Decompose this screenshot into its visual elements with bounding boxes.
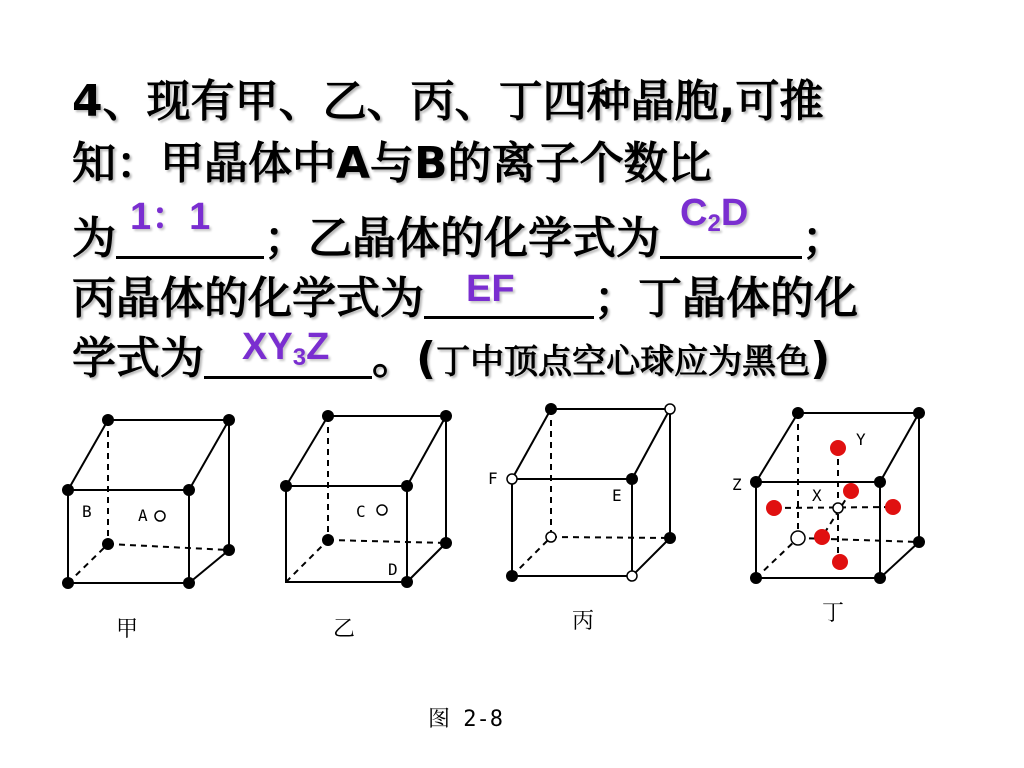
atoms-yi: [280, 410, 452, 588]
answer-ratio: 1：1: [130, 196, 211, 238]
question-text: ；: [802, 213, 846, 264]
label-y: Y: [856, 430, 866, 449]
question-text: 学式为: [72, 333, 204, 384]
answer-bing: EF: [466, 268, 515, 310]
label-f: F: [488, 469, 498, 488]
atoms-bing: [506, 403, 676, 582]
question-text: 为: [72, 213, 116, 264]
question-note: 丁中顶点空心球应为黑色: [436, 342, 811, 382]
label-x: X: [812, 486, 822, 505]
answer-ding-subscript: 3: [292, 344, 307, 371]
question-text: ): [810, 333, 831, 384]
label-e: E: [612, 486, 622, 505]
cell-yi: [286, 416, 446, 582]
label-b: B: [82, 502, 92, 521]
label-z: Z: [732, 475, 742, 494]
question-text: ；乙晶体的化学式为: [264, 213, 660, 264]
cell-bing: [512, 409, 670, 576]
answer-yi-tail: D: [720, 192, 749, 234]
question-text: 。(: [372, 333, 437, 384]
label-a-marker: [155, 511, 165, 521]
answer-yi-subscript: 2: [707, 210, 721, 237]
label-a: A: [138, 506, 148, 525]
question-line-2: 知：甲晶体中A与B的离子个数比: [72, 138, 712, 189]
label-d: D: [388, 560, 398, 579]
answer-yi-main: C: [680, 192, 708, 234]
caption-jia: 甲: [116, 617, 139, 642]
answer-ding-tail: Z: [306, 326, 330, 368]
cell-jia: [68, 420, 229, 583]
caption-bing: 丙: [572, 609, 595, 634]
question-line-1: 4、现有甲、乙、丙、丁四种晶胞,可推: [72, 76, 824, 127]
question-text: 丙晶体的化学式为: [72, 273, 424, 324]
cell-ding: [756, 413, 919, 578]
label-c-marker: [377, 505, 387, 515]
caption-yi: 乙: [333, 617, 356, 642]
label-c: C: [356, 502, 366, 521]
question-text: ；丁晶体的化: [594, 273, 858, 324]
figure-caption: 图 2-8: [428, 707, 503, 732]
answer-ding-main: XY: [242, 326, 293, 368]
caption-ding: 丁: [822, 601, 845, 626]
